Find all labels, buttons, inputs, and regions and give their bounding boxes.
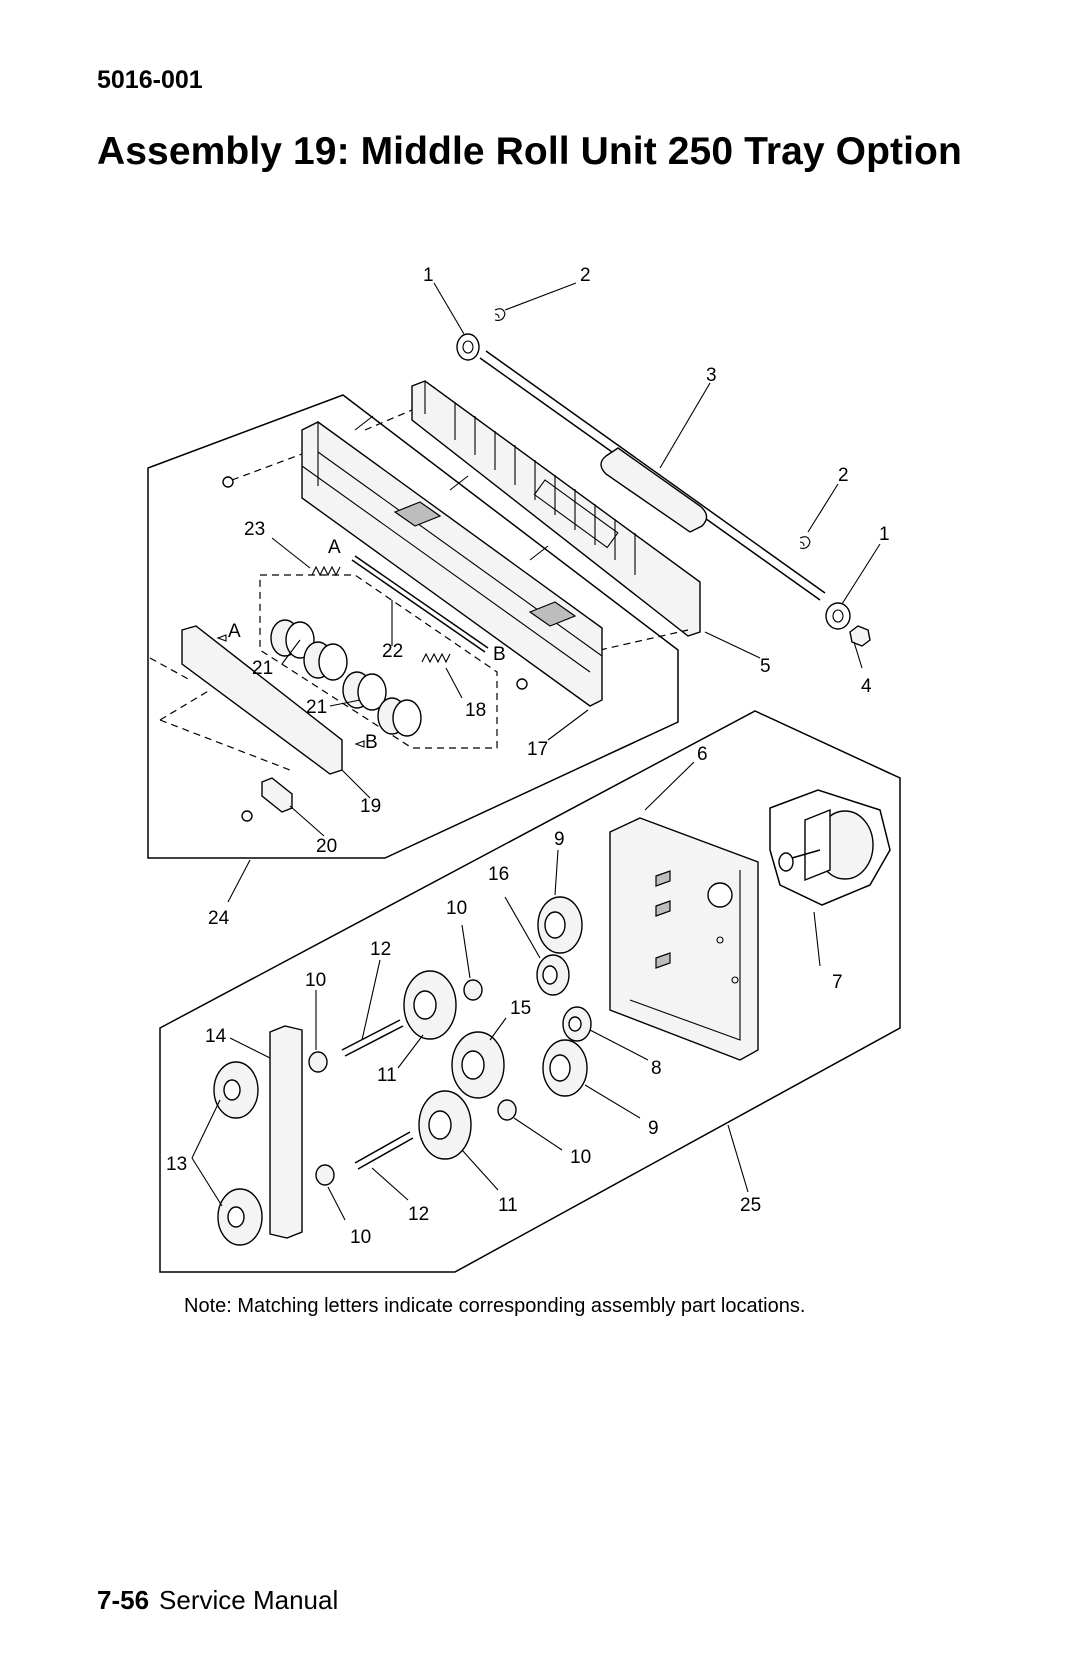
callout-17: 17 <box>527 739 549 760</box>
gear-part-11-top <box>404 971 456 1039</box>
callout-7: 7 <box>832 972 843 993</box>
page-title: Assembly 19: Middle Roll Unit 250 Tray Option <box>97 130 962 173</box>
callout-letter-b-top: B <box>493 644 506 665</box>
bushing-part-10a <box>464 980 482 1000</box>
callout-8: 8 <box>651 1058 662 1079</box>
gear-part-11-lower <box>419 1091 471 1159</box>
callout-letter-b-plate: B <box>365 732 378 753</box>
gear-part-16 <box>537 955 569 995</box>
e-clip-part-2-lower <box>800 537 810 549</box>
callout-19: 19 <box>360 796 382 817</box>
bearing-part-1-top <box>457 334 479 360</box>
e-clip-part-2-top <box>495 309 505 321</box>
screw-icon <box>517 679 527 689</box>
callout-6: 6 <box>697 744 708 765</box>
callout-letter-a-top: A <box>328 537 341 558</box>
callout-21-top: 21 <box>252 658 274 679</box>
callout-12-top: 12 <box>370 939 392 960</box>
callout-9-lower: 9 <box>648 1118 659 1139</box>
page-footer <box>97 1585 338 1616</box>
gear-part-9-lower <box>543 1040 587 1096</box>
callout-18: 18 <box>465 700 487 721</box>
bushing-part-10b <box>309 1052 327 1072</box>
callout-15: 15 <box>510 998 532 1019</box>
callout-11-top: 11 <box>377 1065 397 1086</box>
callout-4: 4 <box>861 676 872 697</box>
callout-10-top: 10 <box>446 898 468 919</box>
callout-10-right: 10 <box>570 1147 592 1168</box>
callout-20: 20 <box>316 836 338 857</box>
bracket-part-6 <box>610 818 758 1060</box>
callout-10-bottom: 10 <box>350 1227 372 1248</box>
callout-21-lower: 21 <box>306 697 328 718</box>
callout-25: 25 <box>740 1195 762 1216</box>
callout-2-top: 2 <box>580 265 591 286</box>
callout-letter-a-plate: A <box>228 621 241 642</box>
bracket-part-14 <box>270 1026 302 1238</box>
callout-10-left: 10 <box>305 970 327 991</box>
callout-16: 16 <box>488 864 510 885</box>
spring-part-23 <box>312 567 340 575</box>
bearing-part-1-lower <box>826 603 850 629</box>
callout-13: 13 <box>166 1154 188 1175</box>
screw-icon <box>223 477 233 487</box>
callout-23: 23 <box>244 519 266 540</box>
screw-icon <box>242 811 252 821</box>
callout-3: 3 <box>706 365 717 386</box>
bracket-part-20 <box>262 778 292 812</box>
callout-9-top: 9 <box>554 829 565 850</box>
pulley-part-13-top <box>214 1062 258 1118</box>
manual-name: Service Manual <box>159 1585 339 1615</box>
page-number: 7-56 <box>97 1585 150 1615</box>
callout-24: 24 <box>208 908 230 929</box>
motor-part-7 <box>779 810 873 880</box>
shaft-part-12a <box>342 1020 400 1050</box>
callout-5: 5 <box>760 656 771 677</box>
callout-1-lower: 1 <box>879 524 890 545</box>
nut-part-4 <box>850 626 870 646</box>
callout-12-lower: 12 <box>408 1204 430 1225</box>
callout-2-lower: 2 <box>838 465 849 486</box>
callout-14: 14 <box>205 1026 227 1047</box>
gear-part-15 <box>452 1032 504 1098</box>
document-code: 5016-001 <box>97 66 203 94</box>
spring-part-18 <box>422 654 450 662</box>
callout-22: 22 <box>382 641 404 662</box>
bushing-part-10c <box>498 1100 516 1120</box>
shaft-part-12b <box>355 1132 410 1163</box>
callout-11-lower: 11 <box>498 1195 518 1216</box>
diagram-note: Note: Matching letters indicate corresponding assembly part locations. <box>184 1295 806 1317</box>
callout-1-top: 1 <box>423 265 434 286</box>
gear-part-8 <box>563 1007 591 1041</box>
gear-part-9-top <box>538 897 582 953</box>
bushing-part-10d <box>316 1165 334 1185</box>
pulley-part-13-lower <box>218 1189 262 1245</box>
